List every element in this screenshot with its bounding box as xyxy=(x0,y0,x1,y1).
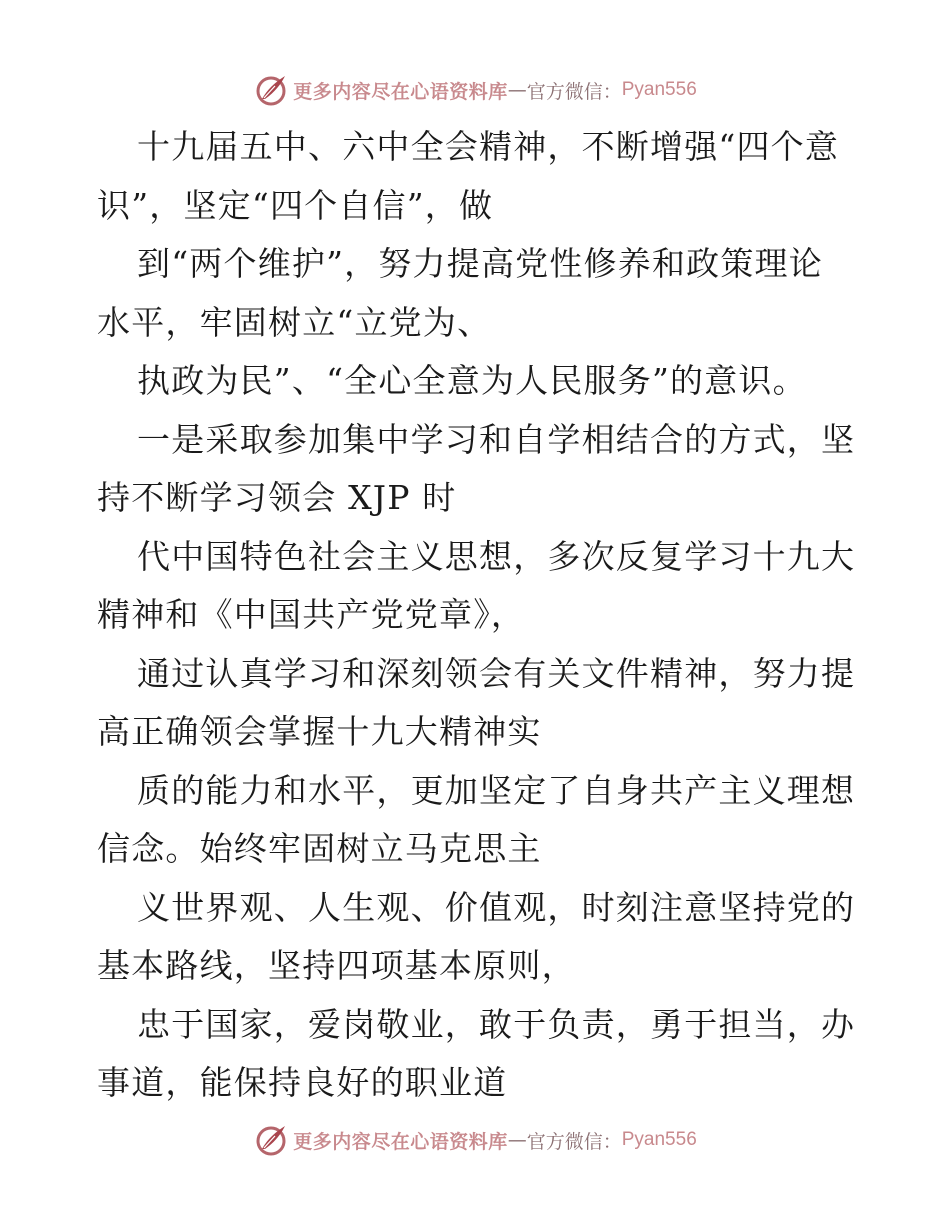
watermark-label: 官方微信： xyxy=(526,80,622,103)
text-line: 到“两个维护”，努力提高党性修养和政策理论 xyxy=(137,244,823,283)
text-line: 持不断学习领会 XJP 时 xyxy=(97,478,457,517)
watermark-main-text: 更多内容尽在心语资料库 xyxy=(293,80,508,103)
quill-pen-logo-icon xyxy=(253,1122,289,1158)
text-line: 信念。始终牢固树立马克思主 xyxy=(97,829,542,868)
text-line: 执政为民”、“全心全意为人民服务”的意识。 xyxy=(137,361,807,400)
text-line: 通过认真学习和深刻领会有关文件精神，努力提 xyxy=(137,653,856,693)
text-line: 精神和《中国共产党党章》， xyxy=(97,595,526,634)
watermark-separator: — xyxy=(507,79,527,101)
text-line: 识”，坚定“四个自信”，做 xyxy=(97,185,494,225)
text-line: 义世界观、人生观、价值观，时刻注意坚持党的 xyxy=(137,887,856,927)
watermark-separator: — xyxy=(507,1129,527,1151)
footer-watermark xyxy=(0,1120,950,1160)
text-line: 高正确领会掌握十九大精神实 xyxy=(97,712,542,751)
text-line: 代中国特色社会主义思想，多次反复学习十九大 xyxy=(137,536,856,576)
document-body xyxy=(97,118,857,1113)
text-line: 事道，能保持良好的职业道 xyxy=(97,1063,508,1102)
watermark-label: 官方微信： xyxy=(526,1130,622,1153)
text-line: 一是采取参加集中学习和自学相结合的方式，坚 xyxy=(137,419,856,459)
watermark-account: Pyan556 xyxy=(621,1129,697,1150)
text-line: 基本路线，坚持四项基本原则， xyxy=(97,946,576,985)
text-line: 忠于国家，爱岗敬业，敢于负责，勇于担当，办 xyxy=(137,1004,856,1044)
watermark-account: Pyan556 xyxy=(621,79,697,100)
text-line: 水平，牢固树立“立党为、 xyxy=(97,302,492,342)
quill-pen-logo-icon xyxy=(253,72,289,108)
text-line: 质的能力和水平，更加坚定了自身共产主义理想 xyxy=(137,770,856,810)
watermark-main-text: 更多内容尽在心语资料库 xyxy=(293,1130,508,1153)
header-watermark xyxy=(0,70,950,110)
text-line: 十九届五中、六中全会精神，不断增强“四个意 xyxy=(137,127,840,166)
